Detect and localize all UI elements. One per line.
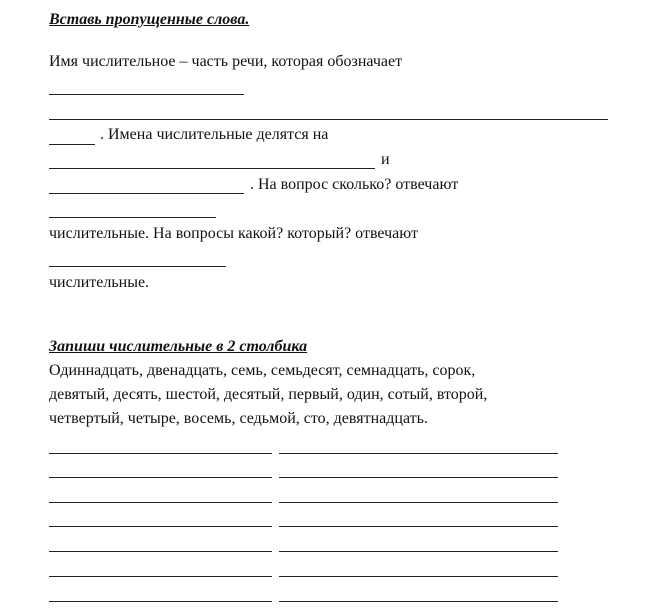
column2-answer-line[interactable] <box>279 502 558 503</box>
column2-answer-line[interactable] <box>279 576 558 577</box>
column1-answer-line[interactable] <box>49 551 272 552</box>
column1-answer-line[interactable] <box>49 477 272 478</box>
column1-answer-line[interactable] <box>49 453 272 454</box>
blank-field-7[interactable] <box>49 266 226 267</box>
word-list-line-3: четвертый, четыре, восемь, седьмой, сто, девятнадцать. <box>49 410 428 427</box>
column1-answer-line[interactable] <box>49 576 272 577</box>
text-line-6: числительные. На вопросы какой? который? отвечают <box>49 225 418 242</box>
blank-field-4[interactable] <box>49 168 375 169</box>
blank-field-2[interactable] <box>49 119 608 120</box>
text-line-3: . Имена числительные делятся на <box>100 126 329 143</box>
text-line-4: и <box>381 151 390 168</box>
column1-answer-line[interactable] <box>49 601 272 602</box>
section1-title: Вставь пропущенные слова. <box>49 11 250 28</box>
text-line-5: . На вопрос сколько? отвечают <box>250 176 459 193</box>
blank-field-3[interactable] <box>49 144 95 145</box>
column2-answer-line[interactable] <box>279 453 558 454</box>
text-line-1: Имя числительное – часть речи, которая обозначает <box>49 53 403 70</box>
text-line-7: числительные. <box>49 274 150 291</box>
blank-field-6[interactable] <box>49 217 216 218</box>
column2-answer-line[interactable] <box>279 477 558 478</box>
blank-field-5[interactable] <box>49 193 244 194</box>
column2-answer-line[interactable] <box>279 601 558 602</box>
column1-answer-line[interactable] <box>49 526 272 527</box>
section2-title: Запиши числительные в 2 столбика <box>49 338 308 355</box>
word-list-line-2: девятый, десять, шестой, десятый, первый, один, сотый, второй, <box>49 386 488 403</box>
blank-field-1[interactable] <box>49 94 244 95</box>
word-list-line-1: Одиннадцать, двенадцать, семь, семьдесят, семнадцать, сорок, <box>49 362 476 379</box>
column2-answer-line[interactable] <box>279 526 558 527</box>
column2-answer-line[interactable] <box>279 551 558 552</box>
column1-answer-line[interactable] <box>49 502 272 503</box>
